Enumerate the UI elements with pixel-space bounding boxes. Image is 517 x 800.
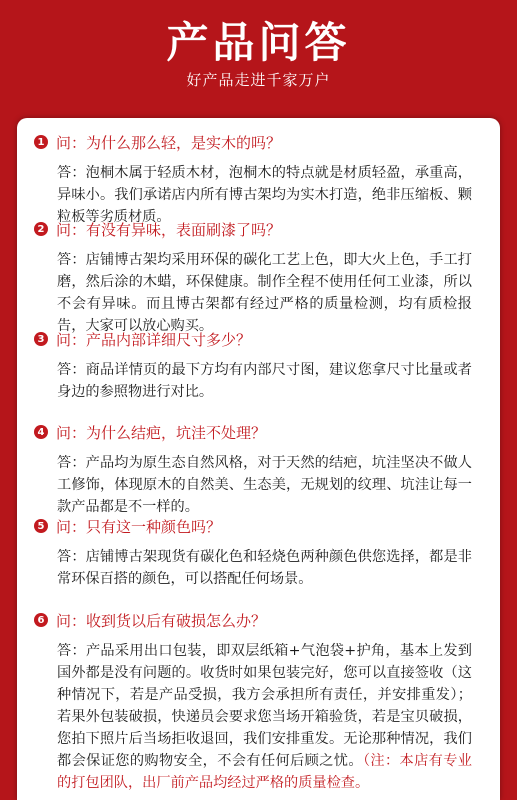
qa-item-3 bbox=[17, 327, 500, 403]
header-banner bbox=[0, 0, 517, 118]
question-row bbox=[34, 130, 500, 154]
question-text: 问：为什么那么轻，是实木的吗？ bbox=[56, 133, 282, 152]
answer-text: 答：店铺博古架现货有碳化色和轻烧色两种颜色供您选择，都是非常环保百搭的颜色，可以搭配任何场景。 bbox=[57, 549, 472, 587]
answer-text: 答：店铺博古架均采用环保的碳化工艺上色，即大火上色，手工打磨，然后涂的木蜡，环保健康。制作全程不使用任何工业漆，所以不会有异味。而且博古架都有经过严格的质量检测，均有质检报告，大家可以放心购买。 bbox=[57, 252, 472, 334]
answer-text: 答：泡桐木属于轻质木材，泡桐木的特点就是材质轻盈，承重高，异味小。我们承诺店内所有博古架均为实木打造，绝非压缩板、颗粒板等劣质材质。 bbox=[57, 165, 472, 225]
number-badge: 2 bbox=[34, 222, 48, 236]
answer-text: 答：商品详情页的最下方均有内部尺寸图，建议您拿尺寸比量或者身边的参照物进行对比。 bbox=[57, 362, 472, 400]
number-badge: 5 bbox=[34, 519, 48, 533]
question-text: 问：产品内部详细尺寸多少？ bbox=[56, 330, 252, 349]
qa-panel bbox=[17, 118, 500, 800]
question-text: 问：只有这一种颜色吗？ bbox=[56, 517, 222, 536]
qa-item-2 bbox=[17, 217, 500, 337]
answer-body: 答：产品采用出口包装，即双层纸箱+气泡袋+护角，基本上发到国外都是没有问题的。收货时如果包装完好，您可以直接签收（这种情况下，若是产品受损，我方会承担所有责任，并安排重发）；若果外包装破损，快递员会要求您当场开箱验货，若是宝贝破损，您拍下照片后当场拒收退回，我们安排重发。无论那种情况，我们都会保证您的购物安全，不会有任何后顾之忧。 bbox=[57, 643, 472, 769]
number-badge: 6 bbox=[34, 613, 48, 627]
number-badge: 3 bbox=[34, 332, 48, 346]
answer-text bbox=[57, 640, 472, 794]
qa-item-5 bbox=[17, 514, 500, 590]
answer-text: 答：产品均为原生态自然风格，对于天然的结疤，坑洼坚决不做人工修饰，体现原木的自然美、生态美，无规划的纹理、坑洼让每一款产品都是不一样的。 bbox=[57, 455, 472, 515]
question-text: 问：有没有异味，表面刷漆了吗？ bbox=[56, 220, 282, 239]
number-badge: 1 bbox=[34, 135, 48, 149]
page-title: 产品问答 bbox=[166, 18, 351, 67]
question-row bbox=[34, 217, 500, 241]
answer-note: （注：本店有专业的打包团队，出厂前产品均经过严格的质量检查。 bbox=[57, 753, 472, 791]
question-row bbox=[34, 514, 500, 538]
qa-item-4 bbox=[17, 420, 500, 518]
question-row bbox=[34, 608, 500, 632]
question-row bbox=[34, 327, 500, 351]
question-row bbox=[34, 420, 500, 444]
qa-item-6 bbox=[17, 608, 500, 794]
question-text: 问：收到货以后有破损怎么办？ bbox=[56, 611, 267, 630]
number-badge: 4 bbox=[34, 425, 48, 439]
question-text: 问：为什么结疤，坑洼不处理？ bbox=[56, 423, 267, 442]
qa-item-1 bbox=[17, 130, 500, 228]
page-subtitle: 好产品走进千家万户 bbox=[186, 71, 331, 89]
